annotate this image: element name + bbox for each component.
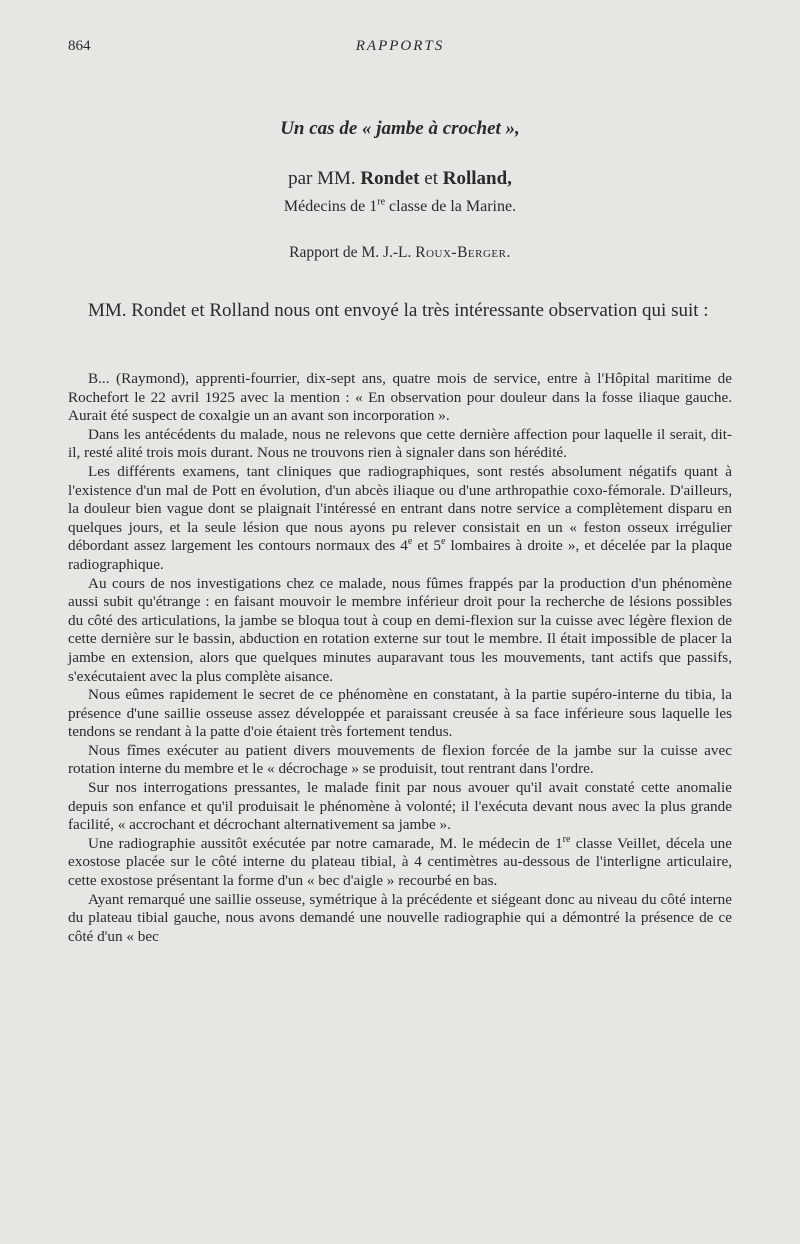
paragraph-3-before: Les différents examens, tant cliniques que radiographiques, sont restés absolument négatifs quant à l'existence d'un mal de Pott en évolution, d'un abcès iliaque ou d'une arthropathie coxo-fémorale. D'ailleurs, la douleur bien vague dont se plaignait l'intéressé en entrant dans notre service a complètement disparu en quelques jours, et la seule lésion que nous ayons pu relever consistait en un « feston osseux irrégulier débordant assez largement les contours normaux des 4 xyxy=(68,462,732,555)
article-body xyxy=(68,370,732,946)
paragraph-3-after: lombaires à droite », et décelée par la plaque radiographique. xyxy=(68,537,733,573)
intro-paragraph: MM. Rondet et Rolland nous ont envoyé la très intéressante observation qui suit : xyxy=(88,300,709,321)
report-line xyxy=(0,244,800,262)
paragraph-3-sup2: e xyxy=(441,536,446,548)
affiliation-sup: re xyxy=(377,196,386,208)
paragraph-2: Dans les antécédents du malade, nous ne relevons que cette dernière affection pour laquelle il serait, dit-il, resté alité trois mois durant. Nous ne trouvons rien à signaler dans son hérédité. xyxy=(68,425,732,462)
paragraph-3-sup1: e xyxy=(407,536,413,548)
affiliation-line xyxy=(0,198,800,216)
page-header xyxy=(68,38,732,60)
paragraph-8-before: Une radiographie aussitôt exécutée par notre camarade, M. le médecin de 1 xyxy=(88,834,563,852)
paragraph-8 xyxy=(68,835,732,891)
paragraph-3 xyxy=(68,463,732,575)
paragraph-8-sup: re xyxy=(562,833,571,845)
paragraph-6: Nous fîmes exécuter au patient divers mouvements de flexion forcée de la jambe sur la cuisse avec rotation interne du membre et le « décrochage » se produisit, tout rentrant dans l'ordre. xyxy=(68,741,732,778)
article-title: Un cas de « jambe à crochet », xyxy=(280,118,520,139)
affiliation-after: classe de la Marine. xyxy=(385,198,517,215)
paragraph-7: Sur nos interrogations pressantes, le malade finit par nous avouer qu'il avait constaté cette anomalie depuis son enfance et qu'il produisait le phénomène à volonté; il l'exécuta devant nous avec la plus grande facilité, « accrochant et décrochant alternativement sa jambe ». xyxy=(68,779,732,834)
authors-line xyxy=(0,168,800,190)
running-head: RAPPORTS xyxy=(355,38,445,54)
paragraph-8-after: classe Veillet, décela une exostose placée sur le côté interne du plateau tibial, à 4 centimètres au-dessous de l'interligne articulaire, cette exostose présentant la forme d'un « bec d'aigle » recourbé en bas. xyxy=(68,834,733,890)
paragraph-1: B... (Raymond), apprenti-fourrier, dix-sept ans, quatre mois de service, entre à l'Hôpital maritime de Rochefort le 22 avril 1925 avec la mention : « En observation pour douleur dans la fosse iliaque gauche. Aurait été suspect de coxalgie un an avant son incorporation ». xyxy=(68,370,732,425)
paragraph-3-mid: et 5 xyxy=(412,537,442,555)
reporter-name: Roux-Berger. xyxy=(415,244,511,261)
authors-conjunction: et xyxy=(424,168,438,189)
paragraph-9: Ayant remarqué une saillie osseuse, symétrique à la précédente et siégeant donc au niveau du côté interne du plateau tibial gauche, nous avons demandé une nouvelle radiographie qui a démontré la présence de ce côté d'un « bec xyxy=(68,890,732,945)
paragraph-5: Nous eûmes rapidement le secret de ce phénomène en constatant, à la partie supéro-interne du tibia, la présence d'une saillie osseuse assez développée et paraissant creusée à sa face inférieure sous laquelle les tendons se rendant à la patte d'oie étaient très fortement tendus. xyxy=(68,686,732,741)
author-rondet: Rondet xyxy=(360,168,420,189)
page-number: 864 xyxy=(68,38,91,54)
report-prefix: Rapport de M. J.-L. xyxy=(289,244,412,261)
affiliation-before: Médecins de 1 xyxy=(283,198,378,215)
author-rolland: Rolland, xyxy=(442,168,512,189)
authors-prefix: par MM. xyxy=(288,168,356,189)
paragraph-4: Au cours de nos investigations chez ce malade, nous fûmes frappés par la production d'un phénomène aussi subit qu'étrange : en faisant mouvoir le membre inférieur droit pour la recherche de lésions possibles du côté des articulations, la jambe se bloqua tout à coup en demi-flexion sur la cuisse avec légère flexion de cette dernière sur le bassin, abduction en rotation externe sur tout le membre. Il était impossible de placer la jambe en extension, alors que quelques minutes auparavant tous les mouvements, tant actifs que passifs, s'exécutaient avec la plus complète aisance. xyxy=(68,574,732,685)
